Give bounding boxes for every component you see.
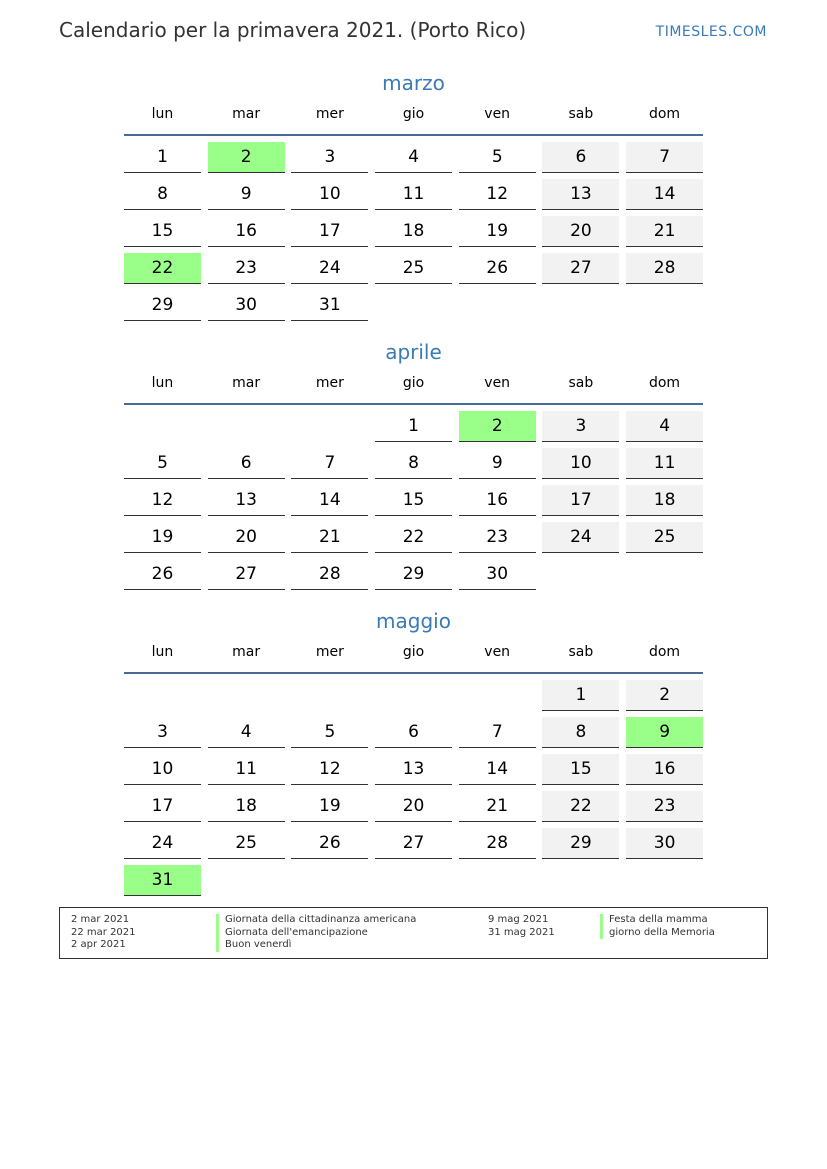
weekday-ven: ven	[484, 375, 511, 391]
legend-date: 9 mag 2021	[488, 914, 549, 925]
legend-date: 2 mar 2021	[71, 914, 130, 925]
day-cell: 24	[124, 828, 201, 859]
holiday-day-cell: 22	[124, 253, 201, 284]
day-cell: 9	[459, 448, 536, 479]
day-cell: 7	[459, 717, 536, 748]
day-cell: 6	[375, 717, 452, 748]
weekday-header	[124, 104, 703, 134]
day-cell: 8	[542, 717, 619, 748]
weekday-mar: mar	[232, 644, 261, 660]
legend-holiday-name: Giornata della cittadinanza americana	[216, 914, 416, 927]
day-cell: 30	[208, 290, 285, 321]
empty-cell	[124, 411, 201, 442]
day-cell: 11	[626, 448, 703, 479]
weekday-gio: gio	[402, 375, 425, 391]
weekday-dom: dom	[648, 106, 681, 122]
day-cell: 11	[375, 179, 452, 210]
day-grid	[124, 411, 703, 590]
legend-date: 31 mag 2021	[488, 926, 555, 938]
weekday-sab: sab	[568, 375, 594, 391]
day-cell: 5	[124, 448, 201, 479]
day-cell: 12	[291, 754, 368, 785]
day-cell: 7	[291, 448, 368, 479]
weekday-mar: mar	[232, 106, 261, 122]
day-cell: 10	[542, 448, 619, 479]
weekday-header	[124, 373, 703, 403]
day-cell: 15	[542, 754, 619, 785]
day-cell: 8	[375, 448, 452, 479]
weekday-mer: mer	[315, 375, 344, 391]
weekday-header	[124, 642, 703, 672]
day-cell: 26	[124, 559, 201, 590]
day-cell: 16	[208, 216, 285, 247]
day-cell: 30	[626, 828, 703, 859]
empty-cell	[124, 680, 201, 711]
empty-cell	[459, 680, 536, 711]
month-march	[124, 68, 703, 321]
day-cell: 10	[291, 179, 368, 210]
empty-cell	[375, 680, 452, 711]
weekday-ven: ven	[484, 106, 511, 122]
weekday-sab: sab	[568, 106, 594, 122]
day-cell: 7	[626, 142, 703, 173]
weekday-gio: gio	[402, 106, 425, 122]
header-rule	[124, 134, 703, 136]
header-rule	[124, 403, 703, 405]
day-cell: 21	[291, 522, 368, 553]
weekday-lun: lun	[151, 644, 174, 660]
day-cell: 20	[375, 791, 452, 822]
legend-holiday-name: Buon venerdì	[216, 939, 416, 952]
day-cell: 17	[124, 791, 201, 822]
day-cell: 29	[124, 290, 201, 321]
empty-cell	[208, 411, 285, 442]
weekday-ven: ven	[484, 644, 511, 660]
day-cell: 30	[459, 559, 536, 590]
day-cell: 25	[626, 522, 703, 553]
day-cell: 21	[626, 216, 703, 247]
day-cell: 25	[375, 253, 452, 284]
month-name: aprile	[385, 340, 442, 364]
day-cell: 5	[291, 717, 368, 748]
month-april	[124, 337, 703, 590]
day-cell: 18	[208, 791, 285, 822]
day-grid	[124, 680, 703, 896]
weekday-mer: mer	[315, 106, 344, 122]
legend-date: 22 mar 2021	[71, 926, 136, 938]
legend-right-names	[600, 914, 715, 939]
day-cell: 24	[291, 253, 368, 284]
day-cell: 28	[459, 828, 536, 859]
day-cell: 14	[291, 485, 368, 516]
day-cell: 1	[375, 411, 452, 442]
day-cell: 27	[208, 559, 285, 590]
legend-left-names	[216, 914, 416, 952]
day-cell: 17	[291, 216, 368, 247]
day-cell: 24	[542, 522, 619, 553]
day-cell: 6	[542, 142, 619, 173]
day-cell: 20	[542, 216, 619, 247]
day-cell: 19	[291, 791, 368, 822]
day-cell: 8	[124, 179, 201, 210]
day-cell: 3	[291, 142, 368, 173]
day-grid	[124, 142, 703, 321]
day-cell: 31	[291, 290, 368, 321]
weekday-lun: lun	[151, 375, 174, 391]
day-cell: 19	[124, 522, 201, 553]
holiday-day-cell: 9	[626, 717, 703, 748]
legend-holiday-name: Giornata dell'emancipazione	[216, 927, 416, 940]
day-cell: 18	[626, 485, 703, 516]
day-cell: 13	[542, 179, 619, 210]
weekday-dom: dom	[648, 375, 681, 391]
day-cell: 4	[626, 411, 703, 442]
day-cell: 14	[626, 179, 703, 210]
day-cell: 13	[375, 754, 452, 785]
month-name: maggio	[376, 609, 451, 633]
day-cell: 5	[459, 142, 536, 173]
day-cell: 28	[626, 253, 703, 284]
holiday-legend	[59, 907, 768, 959]
day-cell: 25	[208, 828, 285, 859]
page-title: Calendario per la primavera 2021. (Porto Rico)	[59, 18, 527, 42]
day-cell: 22	[542, 791, 619, 822]
day-cell: 11	[208, 754, 285, 785]
legend-right-dates	[488, 914, 555, 939]
holiday-day-cell: 2	[459, 411, 536, 442]
empty-cell	[291, 680, 368, 711]
day-cell: 15	[124, 216, 201, 247]
day-cell: 22	[375, 522, 452, 553]
day-cell: 29	[375, 559, 452, 590]
empty-cell	[208, 680, 285, 711]
legend-holiday-name: Festa della mamma	[600, 914, 715, 927]
day-cell: 14	[459, 754, 536, 785]
day-cell: 26	[291, 828, 368, 859]
day-cell: 9	[208, 179, 285, 210]
day-cell: 10	[124, 754, 201, 785]
day-cell: 19	[459, 216, 536, 247]
day-cell: 20	[208, 522, 285, 553]
day-cell: 3	[542, 411, 619, 442]
day-cell: 29	[542, 828, 619, 859]
day-cell: 4	[208, 717, 285, 748]
weekday-dom: dom	[648, 644, 681, 660]
legend-left-dates	[71, 914, 136, 952]
day-cell: 23	[626, 791, 703, 822]
day-cell: 16	[459, 485, 536, 516]
day-cell: 27	[375, 828, 452, 859]
day-cell: 13	[208, 485, 285, 516]
weekday-mer: mer	[315, 644, 344, 660]
month-may	[124, 606, 703, 896]
day-cell: 1	[124, 142, 201, 173]
header-rule	[124, 672, 703, 674]
day-cell: 15	[375, 485, 452, 516]
day-cell: 23	[208, 253, 285, 284]
weekday-mar: mar	[232, 375, 261, 391]
month-name: marzo	[382, 71, 445, 95]
day-cell: 18	[375, 216, 452, 247]
brand-link[interactable]: TIMESLES.COM	[655, 24, 767, 40]
day-cell: 4	[375, 142, 452, 173]
holiday-day-cell: 31	[124, 865, 201, 896]
day-cell: 6	[208, 448, 285, 479]
weekday-gio: gio	[402, 644, 425, 660]
empty-cell	[291, 411, 368, 442]
day-cell: 1	[542, 680, 619, 711]
weekday-lun: lun	[151, 106, 174, 122]
day-cell: 2	[626, 680, 703, 711]
day-cell: 21	[459, 791, 536, 822]
legend-date: 2 apr 2021	[71, 939, 126, 950]
day-cell: 12	[459, 179, 536, 210]
day-cell: 28	[291, 559, 368, 590]
day-cell: 16	[626, 754, 703, 785]
weekday-sab: sab	[568, 644, 594, 660]
holiday-day-cell: 2	[208, 142, 285, 173]
day-cell: 23	[459, 522, 536, 553]
legend-holiday-name: giorno della Memoria	[600, 927, 715, 940]
day-cell: 26	[459, 253, 536, 284]
day-cell: 17	[542, 485, 619, 516]
day-cell: 27	[542, 253, 619, 284]
day-cell: 3	[124, 717, 201, 748]
day-cell: 12	[124, 485, 201, 516]
